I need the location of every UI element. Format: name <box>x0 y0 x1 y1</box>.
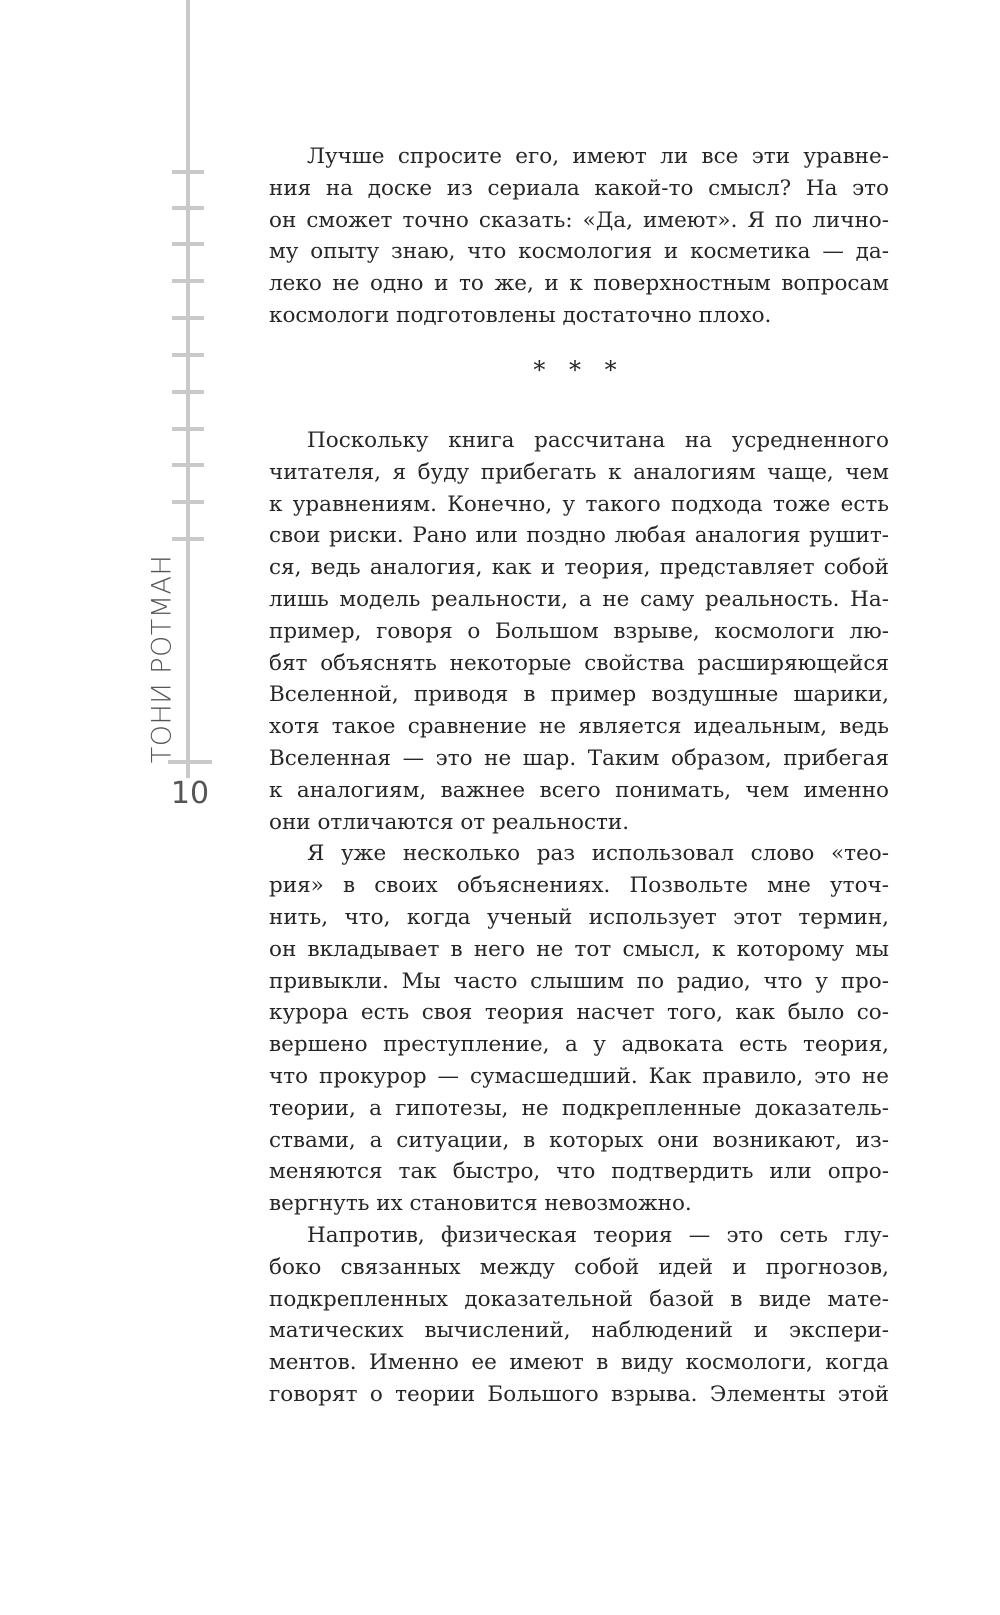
text-line: му опыту знаю, что космология и косметика — да- <box>269 239 889 265</box>
text-line: рия» в своих объяснениях. Позвольте мне уточ- <box>269 873 889 899</box>
text-line: хотя такое сравнение не является идеальным, ведь <box>269 714 889 740</box>
text-line: подкрепленных доказательной базой в виде мате- <box>269 1286 889 1312</box>
text-line: вершено преступление, а у адвоката есть теория, <box>269 1032 889 1058</box>
text-line: теории, а гипотезы, не подкрепленные доказатель- <box>269 1095 889 1121</box>
paragraph-4 <box>269 1220 889 1411</box>
text-line: что прокурор — сумасшедший. Как правило, это не <box>269 1063 889 1089</box>
page-number: 10 <box>170 776 210 811</box>
text-line: говорят о теории Большого взрыва. Элементы этой <box>269 1381 889 1407</box>
text-line: ния на доске из сериала какой-то смысл? На это <box>269 175 889 201</box>
text-line: Напротив, физическая теория — это сеть глу- <box>307 1222 889 1248</box>
margin-ruler-line <box>186 0 190 778</box>
margin-ruler-tick <box>172 500 204 504</box>
text-line: лишь модель реальности, а не саму реальность. На- <box>269 586 889 612</box>
text-line: Я уже несколько раз использовал слово «тео- <box>307 841 889 867</box>
text-line: космологи подготовлены достаточно плохо. <box>269 302 772 328</box>
text-line: Поскольку книга рассчитана на усредненного <box>307 428 889 453</box>
margin-ruler-tick <box>172 353 204 357</box>
running-header-author <box>142 554 182 764</box>
text-line: боко связанных между собой идей и прогнозов, <box>269 1254 889 1280</box>
paragraph-2 <box>269 425 889 838</box>
text-line: Вселенной, приводя в пример воздушные шарики, <box>269 682 889 708</box>
text-line: к уравнениям. Конечно, у такого подхода тоже есть <box>269 491 889 517</box>
text-line: ствами, а ситуации, в которых они возникают, из- <box>269 1127 889 1153</box>
margin-ruler-tick <box>172 537 204 541</box>
text-line: он сможет точно сказать: «Да, имеют». Я по лично- <box>269 207 889 233</box>
paragraph-3 <box>269 838 889 1220</box>
paragraph-1 <box>269 141 889 332</box>
margin-ruler-tick <box>172 463 204 467</box>
text-line: матических вычислений, наблюдений и экспери- <box>269 1318 889 1344</box>
margin-ruler-tick <box>172 279 204 283</box>
text-line: к аналогиям, важнее всего понимать, чем именно <box>269 777 889 803</box>
section-separator: * * * <box>533 356 625 384</box>
text-line: Лучше спросите его, имеют ли все эти уравне- <box>307 144 889 169</box>
text-line: ментов. Именно ее имеют в виду космологи, когда <box>269 1350 889 1376</box>
text-line: читателя, я буду прибегать к аналогиям чаще, чем <box>269 459 889 485</box>
body-text <box>269 425 889 1411</box>
text-line: Вселенная — это не шар. Таким образом, прибегая <box>269 745 889 771</box>
text-line: привыкли. Мы часто слышим по радио, что у про- <box>269 968 889 994</box>
text-line: он вкладывает в него не тот смысл, к которому мы <box>269 936 889 962</box>
margin-ruler-tick <box>172 242 204 246</box>
text-line: пример, говоря о Большом взрыве, космологи лю- <box>269 618 889 644</box>
text-line: они отличаются от реальности. <box>269 809 630 835</box>
author-name: ТОНИ РОТМАН <box>146 554 178 764</box>
text-line: вергнуть их становится невозможно. <box>269 1191 692 1217</box>
text-line: ся, ведь аналогия, как и теория, представляет собой <box>269 555 889 581</box>
margin-ruler-tick <box>172 427 204 431</box>
margin-ruler-tick <box>172 170 204 174</box>
text-line: леко не одно и то же, и к поверхностным вопросам <box>269 271 889 297</box>
text-line: меняются так быстро, что подтвердить или опро- <box>269 1159 889 1185</box>
margin-ruler-tick <box>172 316 204 320</box>
text-line: свои риски. Рано или поздно любая аналогия рушит- <box>269 523 889 549</box>
text-line: бят объяснять некоторые свойства расширяющейся <box>269 650 889 676</box>
margin-ruler-tick <box>172 206 204 210</box>
text-line: нить, что, когда ученый использует этот термин, <box>269 904 889 930</box>
margin-ruler-tick <box>172 390 204 394</box>
text-line: курора есть своя теория насчет того, как было со- <box>269 1000 889 1026</box>
